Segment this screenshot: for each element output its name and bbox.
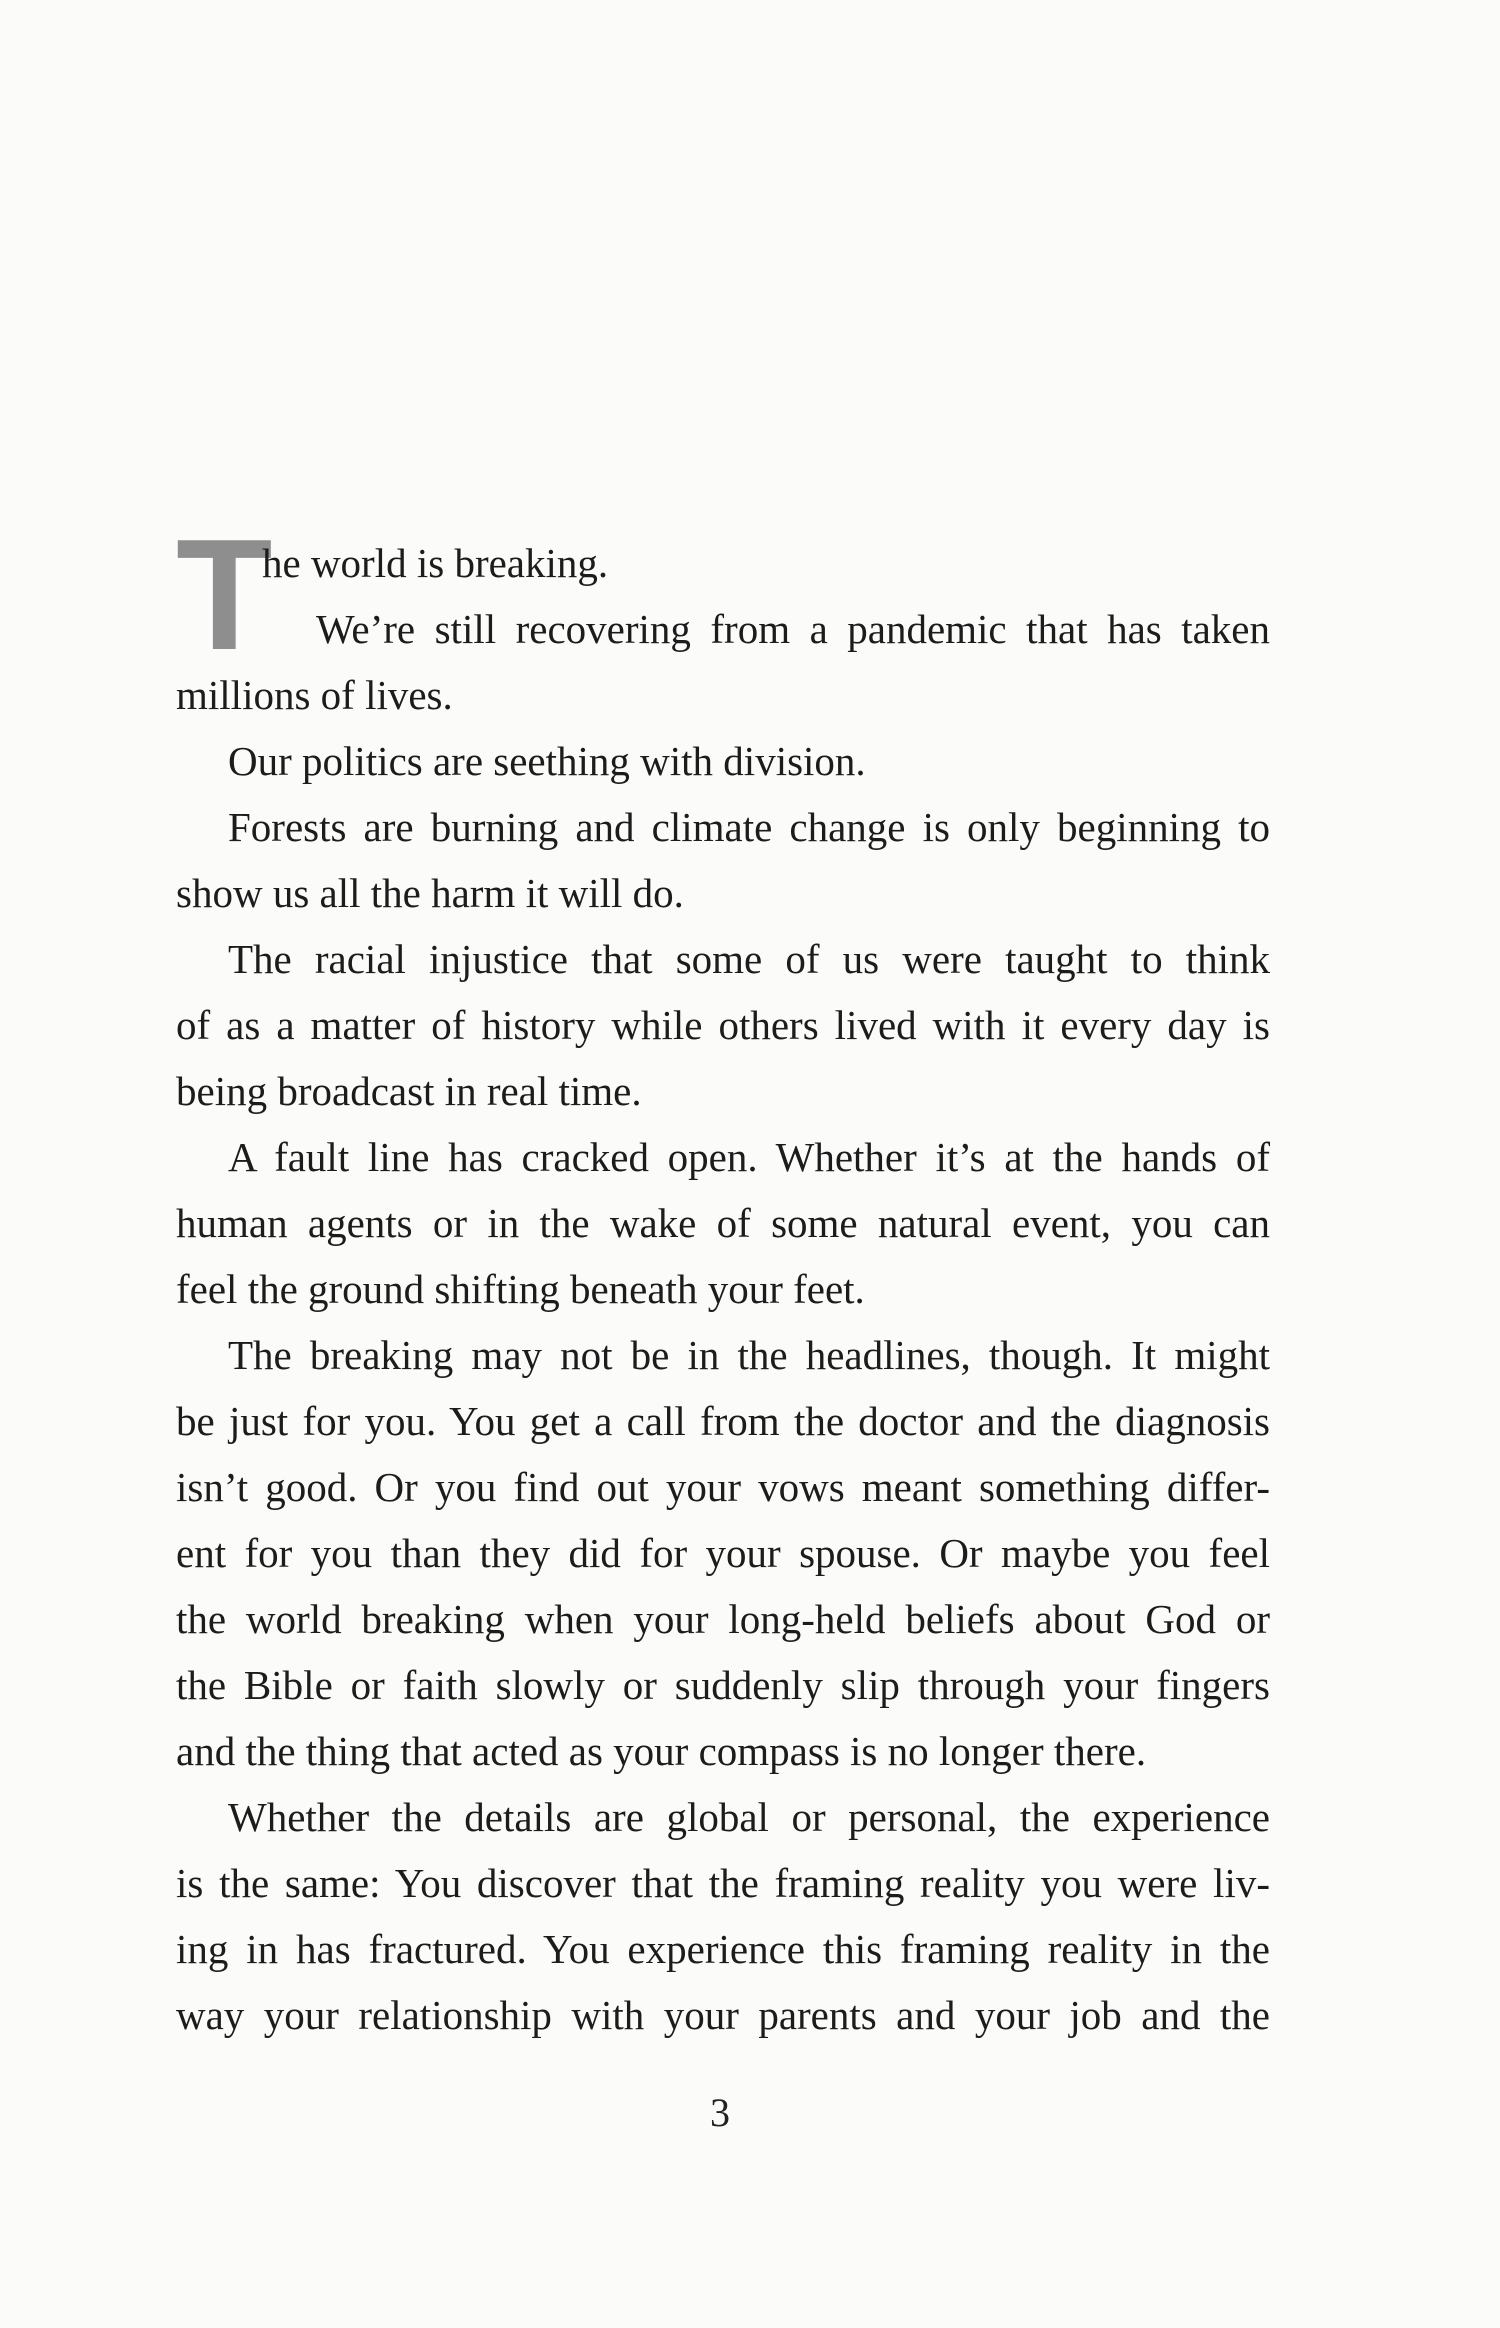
- text-line: Our politics are seething with division.: [228, 738, 866, 784]
- text-line: Whether the details are global or personal, the experience: [228, 1794, 1270, 1840]
- text-line: isn’t good. Or you find out your vows meant something differ-: [176, 1464, 1270, 1510]
- text-line: the Bible or faith slowly or suddenly slip through your fingers: [176, 1662, 1270, 1708]
- page-number: 3: [710, 2090, 730, 2135]
- drop-cap: T: [176, 507, 273, 683]
- text-line: The breaking may not be in the headlines, though. It might: [228, 1332, 1270, 1378]
- text-line: The racial injustice that some of us were taught to think: [228, 936, 1270, 982]
- opening-line: he world is breaking.: [262, 540, 609, 586]
- text-line: show us all the harm it will do.: [176, 870, 684, 916]
- text-line: way your relationship with your parents and your job and the: [176, 1992, 1270, 2038]
- text-line: We’re still recovering from a pandemic that has taken: [316, 606, 1270, 652]
- body-text: [176, 507, 1270, 2048]
- text-line: millions of lives.: [176, 672, 453, 718]
- text-line: the world breaking when your long-held beliefs about God or: [176, 1596, 1270, 1642]
- text-line: feel the ground shifting beneath your feet.: [176, 1266, 865, 1312]
- text-line: A fault line has cracked open. Whether it’s at the hands of: [228, 1134, 1270, 1180]
- text-line: ing in has fractured. You experience this framing reality in the: [176, 1926, 1270, 1972]
- text-line: human agents or in the wake of some natural event, you can: [176, 1200, 1270, 1246]
- text-line: and the thing that acted as your compass is no longer there.: [176, 1728, 1147, 1774]
- text-line: ent for you than they did for your spouse. Or maybe you feel: [176, 1530, 1270, 1576]
- text-line: be just for you. You get a call from the doctor and the diagnosis: [176, 1398, 1270, 1444]
- text-line: of as a matter of history while others lived with it every day is: [176, 1002, 1270, 1048]
- text-line: is the same: You discover that the framing reality you were liv-: [176, 1860, 1270, 1906]
- text-line: Forests are burning and climate change is only beginning to: [228, 804, 1270, 850]
- text-line: being broadcast in real time.: [176, 1068, 642, 1114]
